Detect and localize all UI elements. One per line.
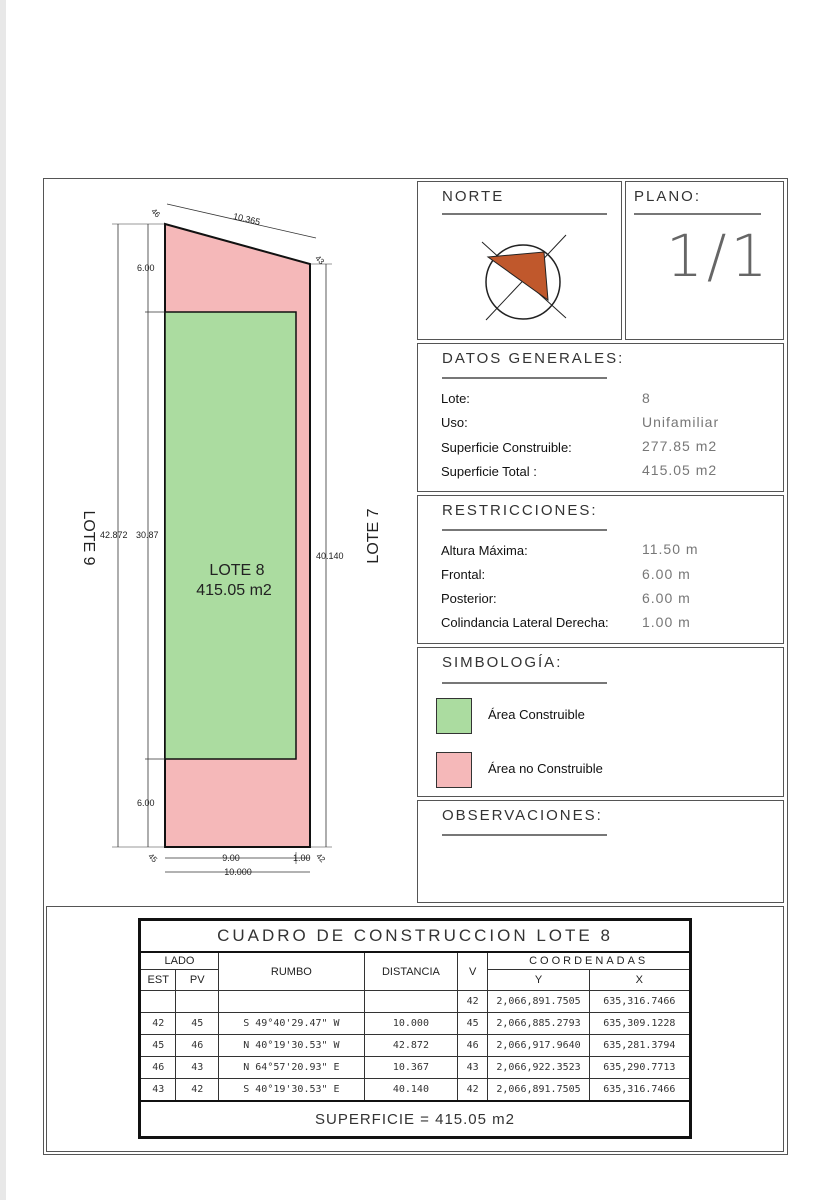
- table-row: [140, 1057, 691, 1079]
- header-y: Y: [488, 970, 589, 991]
- dim-front-setback-label: 6.00: [137, 263, 155, 273]
- vertex-bottom-left: 45: [146, 851, 160, 865]
- restricciones-panel: [417, 495, 784, 644]
- cell-pv: 43: [176, 1057, 219, 1079]
- cell-y: 2,066,917.9640: [488, 1035, 589, 1057]
- cell-rumbo: [218, 991, 364, 1013]
- dim-bottom-total-label: 10.000: [224, 867, 252, 877]
- non-buildable-legend-label: Área no Construible: [488, 761, 603, 776]
- lot-area-label: 415.05 m2: [196, 582, 272, 599]
- buildable-area: [165, 312, 296, 759]
- plano-title: PLANO:: [634, 188, 702, 205]
- table-title: CUADRO DE CONSTRUCCION LOTE 8: [140, 920, 691, 953]
- header-coordenadas: COORDENADAS: [488, 952, 691, 970]
- cell-rumbo: N 64°57'20.93" E: [218, 1057, 364, 1079]
- cell-distancia: 10.367: [364, 1057, 457, 1079]
- cell-est: 43: [140, 1079, 176, 1102]
- cell-v: 45: [458, 1013, 488, 1035]
- cell-v: 42: [458, 991, 488, 1013]
- cell-x: 635,316.7466: [589, 1079, 690, 1102]
- buildable-swatch: [436, 698, 472, 734]
- header-distancia: DISTANCIA: [364, 952, 457, 991]
- norte-underline: [442, 213, 607, 215]
- cell-est: 42: [140, 1013, 176, 1035]
- dim-left-total-label: 42.872: [100, 530, 128, 540]
- cell-y: 2,066,891.7505: [488, 991, 589, 1013]
- neighbor-left-label: LOTE 9: [80, 510, 97, 566]
- restricciones-underline: [442, 529, 607, 531]
- cell-rumbo: S 49°40'29.47" W: [218, 1013, 364, 1035]
- cell-pv: [176, 991, 219, 1013]
- datos-row-label: Uso:: [441, 415, 468, 430]
- cell-pv: 42: [176, 1079, 219, 1102]
- construction-table: [138, 918, 692, 1139]
- header-lado: LADO: [140, 952, 219, 970]
- dim-right-label: 40.140: [316, 551, 344, 561]
- non-buildable-swatch: [436, 752, 472, 788]
- restriccion-row-label: Altura Máxima:: [441, 543, 528, 558]
- observaciones-title: OBSERVACIONES:: [442, 807, 603, 824]
- norte-panel: [417, 181, 622, 340]
- buildable-legend-label: Área Construible: [488, 707, 585, 722]
- cell-est: 45: [140, 1035, 176, 1057]
- datos-row-label: Lote:: [441, 391, 470, 406]
- header-pv: PV: [176, 970, 219, 991]
- plano-panel: [625, 181, 784, 340]
- simbologia-panel: [417, 647, 784, 797]
- header-rumbo: RUMBO: [218, 952, 364, 991]
- datos-row-value: 415.05 m2: [642, 462, 718, 478]
- datos-row-value: Unifamiliar: [642, 414, 720, 430]
- restriccion-row-value: 11.50 m: [642, 541, 699, 557]
- dim-top-label: 10.365: [232, 211, 262, 228]
- datos-row-label: Superficie Total :: [441, 464, 537, 479]
- table-header-row: [140, 952, 691, 970]
- cell-rumbo: S 40°19'30.53" E: [218, 1079, 364, 1102]
- table-row: [140, 991, 691, 1013]
- north-arrow-icon: [476, 230, 576, 330]
- vertex-top-left: 46: [149, 206, 163, 220]
- dim-rear-setback-label: 6.00: [137, 798, 155, 808]
- cell-pv: 45: [176, 1013, 219, 1035]
- restriccion-row-value: 6.00 m: [642, 566, 691, 582]
- cell-distancia: 40.140: [364, 1079, 457, 1102]
- lot-label: LOTE 8: [209, 562, 265, 579]
- cell-v: 42: [458, 1079, 488, 1102]
- restriccion-row-label: Colindancia Lateral Derecha:: [441, 615, 609, 630]
- cell-est: 46: [140, 1057, 176, 1079]
- superficie-row: [140, 1101, 691, 1138]
- datos-generales-panel: [417, 343, 784, 492]
- plano-number: 1/1: [666, 222, 772, 290]
- neighbor-right-label: LOTE 7: [365, 508, 382, 564]
- table-row: [140, 1035, 691, 1057]
- vertex-top-right: 43: [313, 253, 327, 267]
- cell-x: 635,316.7466: [589, 991, 690, 1013]
- dim-bottom-side-label: 1.00: [293, 853, 311, 863]
- cell-y: 2,066,885.2793: [488, 1013, 589, 1035]
- cell-x: 635,290.7713: [589, 1057, 690, 1079]
- restriccion-row-label: Frontal:: [441, 567, 486, 582]
- lot-plan: [0, 0, 415, 900]
- cell-v: 43: [458, 1057, 488, 1079]
- cell-rumbo: N 40°19'30.53" W: [218, 1035, 364, 1057]
- datos-row-label: Superficie Construible:: [441, 440, 572, 455]
- cell-distancia: 42.872: [364, 1035, 457, 1057]
- table-title-row: [140, 920, 691, 953]
- cell-v: 46: [458, 1035, 488, 1057]
- datos-generales-title: DATOS GENERALES:: [442, 350, 625, 367]
- superficie-total: SUPERFICIE = 415.05 m2: [140, 1101, 691, 1138]
- restricciones-title: RESTRICCIONES:: [442, 502, 598, 519]
- plano-underline: [634, 213, 761, 215]
- datos-row-value: 277.85 m2: [642, 438, 718, 454]
- header-est: EST: [140, 970, 176, 991]
- header-v: V: [458, 952, 488, 991]
- vertex-bottom-right: 42: [314, 851, 328, 865]
- cell-distancia: [364, 991, 457, 1013]
- dim-bottom-inner-label: 9.00: [222, 853, 240, 863]
- table-row: [140, 1079, 691, 1102]
- header-x: X: [589, 970, 690, 991]
- restriccion-row-label: Posterior:: [441, 591, 497, 606]
- dim-left-inner-label: 30.87: [136, 530, 159, 540]
- datos-generales-underline: [442, 377, 607, 379]
- norte-title: NORTE: [442, 188, 505, 205]
- restriccion-row-value: 6.00 m: [642, 590, 691, 606]
- datos-row-value: 8: [642, 390, 651, 406]
- simbologia-title: SIMBOLOGÍA:: [442, 654, 563, 671]
- cell-distancia: 10.000: [364, 1013, 457, 1035]
- simbologia-underline: [442, 682, 607, 684]
- cell-y: 2,066,922.3523: [488, 1057, 589, 1079]
- restriccion-row-value: 1.00 m: [642, 614, 691, 630]
- cell-x: 635,309.1228: [589, 1013, 690, 1035]
- observaciones-panel: [417, 800, 784, 903]
- cell-y: 2,066,891.7505: [488, 1079, 589, 1102]
- cell-x: 635,281.3794: [589, 1035, 690, 1057]
- observaciones-underline: [442, 834, 607, 836]
- cell-est: [140, 991, 176, 1013]
- cell-pv: 46: [176, 1035, 219, 1057]
- table-row: [140, 1013, 691, 1035]
